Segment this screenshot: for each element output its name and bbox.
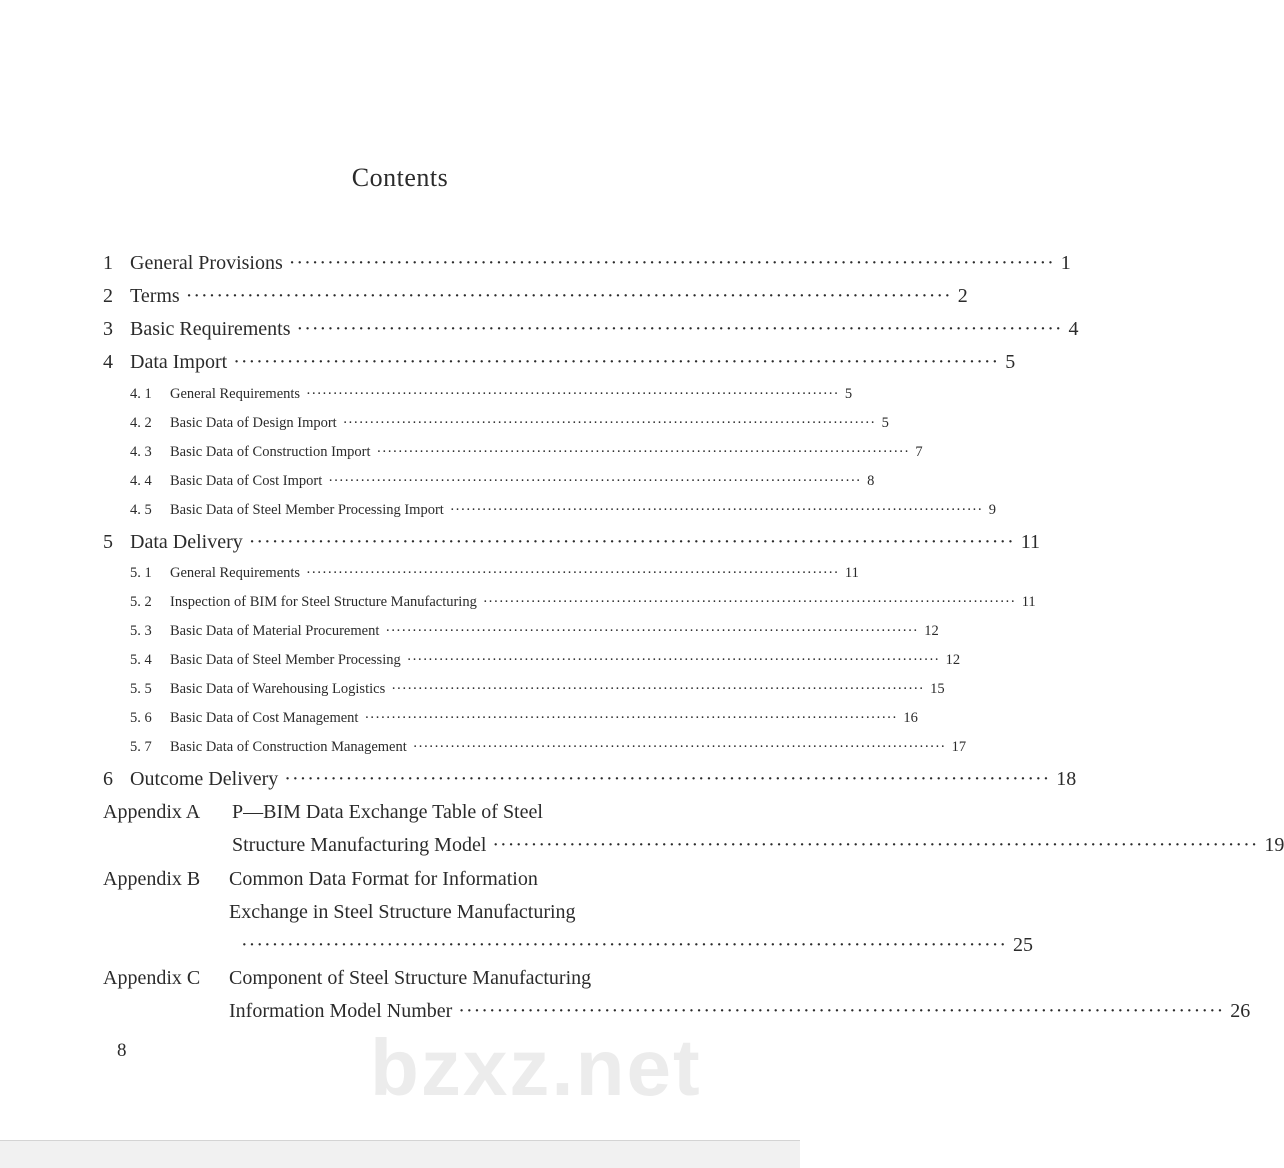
dot-leader: ···································································································· <box>233 351 1000 373</box>
dot-leader: ···································································································· <box>482 594 1016 610</box>
toc-entry-5-4[interactable] <box>103 649 961 671</box>
dot-leader: ···································································································· <box>364 710 898 726</box>
toc-entry-5-5[interactable] <box>103 678 945 700</box>
entry-number: 5. 4 <box>130 652 152 668</box>
entry-number: 5. 2 <box>130 594 152 610</box>
entry-title: Basic Requirements <box>130 318 291 340</box>
toc-entry-5-3[interactable] <box>103 620 939 642</box>
dot-leader: ···································································································· <box>306 386 839 402</box>
entry-page: 18 <box>1056 768 1077 790</box>
entry-title: Basic Data of Cost Management <box>170 710 359 726</box>
entry-page: 19 <box>1264 834 1284 856</box>
dot-leader: ···································································································· <box>412 739 946 755</box>
dot-leader: ···································································································· <box>385 623 919 639</box>
toc-entry-5[interactable] <box>103 528 1041 556</box>
toc-entry-5-2[interactable] <box>103 591 1036 613</box>
dot-leader: ···································································································· <box>406 652 940 668</box>
entry-number: 4. 3 <box>130 444 152 460</box>
dot-leader: ···································································································· <box>284 768 1051 790</box>
entry-title: Outcome Delivery <box>130 768 279 790</box>
dot-leader: ···································································································· <box>328 473 862 489</box>
appendix-b-title-line1[interactable]: Common Data Format for Information <box>229 868 538 890</box>
entry-title: Basic Data of Design Import <box>170 415 337 431</box>
entry-page: 9 <box>988 502 996 518</box>
watermark: bzxz.net <box>370 1023 702 1112</box>
entry-title: Basic Data of Material Procurement <box>170 623 380 639</box>
dot-leader: ···································································································· <box>492 834 1259 856</box>
entry-number: 5 <box>103 531 113 553</box>
entry-title: General Requirements <box>170 386 301 402</box>
toc-entry-5-1[interactable] <box>103 562 859 584</box>
entry-title: General Provisions <box>130 252 283 274</box>
entry-title: Data Import <box>130 351 228 373</box>
dot-leader: ···································································································· <box>376 444 910 460</box>
entry-number: 2 <box>103 285 113 307</box>
entry-title: Basic Data of Steel Member Processing Import <box>170 502 444 518</box>
toc-entry-4-2[interactable] <box>103 412 889 434</box>
toc-entry-4-5[interactable] <box>103 499 996 521</box>
entry-title: Inspection of BIM for Steel Structure Manufacturing <box>170 594 477 610</box>
appendix-c-title-line2[interactable] <box>229 997 1251 1025</box>
toc-entry-2[interactable] <box>103 282 968 310</box>
entry-page: 7 <box>915 444 923 460</box>
toc-entry-4-1[interactable] <box>103 383 853 405</box>
toc-entry-4-3[interactable] <box>103 441 923 463</box>
entry-page: 16 <box>903 710 918 726</box>
entry-page: 17 <box>951 739 967 755</box>
appendix-c-label[interactable]: Appendix C <box>103 967 201 989</box>
entry-title: Terms <box>130 285 180 307</box>
entry-page: 5 <box>1005 351 1016 373</box>
entry-title: Data Delivery <box>130 531 243 553</box>
entry-title: Information Model Number <box>229 1000 453 1022</box>
appendix-b-label[interactable]: Appendix B <box>103 868 201 890</box>
dot-leader: ···································································································· <box>288 252 1055 274</box>
entry-number: 4. 5 <box>130 502 152 518</box>
entry-title: Basic Data of Construction Management <box>170 739 407 755</box>
appendix-b-title-line2[interactable]: Exchange in Steel Structure Manufacturing <box>229 901 576 923</box>
entry-number: 4. 1 <box>130 386 152 402</box>
entry-title: Basic Data of Steel Member Processing <box>170 652 401 668</box>
page-number: 8 <box>117 1040 127 1061</box>
appendix-a-title-line1[interactable]: P—BIM Data Exchange Table of Steel <box>232 801 543 823</box>
entry-number: 4. 4 <box>130 473 152 489</box>
toc-entry-3[interactable] <box>103 315 1079 343</box>
dot-leader: ···································································································· <box>342 415 876 431</box>
entry-number: 5. 1 <box>130 565 152 581</box>
entry-number: 1 <box>103 252 113 274</box>
entry-page: 1 <box>1060 252 1071 274</box>
entry-title: Basic Data of Construction Import <box>170 444 371 460</box>
entry-page: 8 <box>867 473 875 489</box>
entry-number: 4. 2 <box>130 415 152 431</box>
dot-leader: ···································································································· <box>306 565 839 581</box>
dot-leader: ···································································································· <box>241 934 1008 956</box>
appendix-b-page-line[interactable] <box>229 931 1034 959</box>
entry-page: 11 <box>1020 531 1041 553</box>
dot-leader: ···································································································· <box>391 681 925 697</box>
entry-page: 25 <box>1013 934 1034 956</box>
toc-entry-5-7[interactable] <box>103 736 967 758</box>
entry-title: Structure Manufacturing Model <box>232 834 487 856</box>
toc-entry-4[interactable] <box>103 348 1016 376</box>
entry-page: 2 <box>957 285 968 307</box>
dot-leader: ···································································································· <box>296 318 1063 340</box>
toc-entry-6[interactable] <box>103 765 1077 793</box>
entry-number: 5. 3 <box>130 623 152 639</box>
appendix-a-label[interactable]: Appendix A <box>103 801 201 823</box>
entry-page: 11 <box>1021 594 1036 610</box>
entry-number: 5. 5 <box>130 681 152 697</box>
entry-page: 5 <box>844 386 853 402</box>
page-bottom-edge <box>0 1140 800 1168</box>
entry-number: 5. 7 <box>130 739 152 755</box>
entry-number: 3 <box>103 318 113 340</box>
dot-leader: ···································································································· <box>449 502 983 518</box>
entry-number: 5. 6 <box>130 710 152 726</box>
entry-page: 4 <box>1068 318 1079 340</box>
appendix-c-title-line1[interactable]: Component of Steel Structure Manufacturing <box>229 967 592 989</box>
entry-page: 12 <box>945 652 961 668</box>
dot-leader: ···································································································· <box>185 285 952 307</box>
entry-title: General Requirements <box>170 565 301 581</box>
toc-entry-5-6[interactable] <box>103 707 918 729</box>
entry-page: 11 <box>844 565 859 581</box>
dot-leader: ···································································································· <box>458 1000 1225 1022</box>
entry-page: 15 <box>930 681 945 697</box>
entry-page: 5 <box>881 415 889 431</box>
entry-title: Basic Data of Cost Import <box>170 473 323 489</box>
entry-title: Basic Data of Warehousing Logistics <box>170 681 386 697</box>
toc-entry-4-4[interactable] <box>103 470 875 492</box>
toc-entry-1[interactable] <box>103 249 1071 277</box>
entry-number: 4 <box>103 351 113 373</box>
entry-number: 6 <box>103 768 113 790</box>
appendix-a-title-line2[interactable] <box>232 831 1284 859</box>
entry-page: 12 <box>924 623 939 639</box>
dot-leader: ···································································································· <box>248 531 1015 553</box>
contents-title: Contents <box>351 163 449 192</box>
entry-page: 26 <box>1230 1000 1251 1022</box>
